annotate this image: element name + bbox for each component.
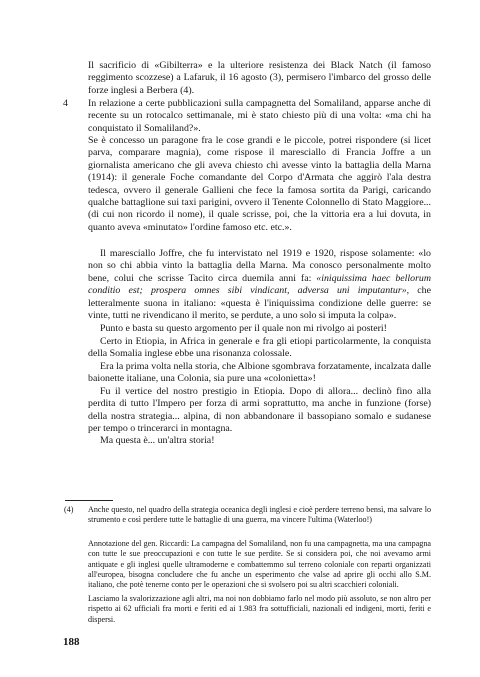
tacitus-quote: «iniquissima haec bellorum conditio est; prospera omnes sibi vindicant, adversa uni imputantur» (88, 272, 431, 297)
paragraph-gibilterra (88, 60, 431, 97)
paragraph-etiopia (88, 336, 431, 361)
paragraph-joffre-comparison (88, 135, 431, 234)
paragraph-text: Certo in Etiopia, in Africa in generale e fra gli etiopi particolarmente, la conquista della Somalia inglese ebbe una risonanza colossale. (88, 336, 431, 360)
footnote-text: Anche questo, nel quadro della strategia oceanica degli inglesi e cioè perdere terreno bensì, ma salvare lo strumento e così perdere tutte le battaglie di una guerra, ma vincere l'ultima (Waterloo!) (88, 505, 431, 525)
footnote-annotation (88, 539, 431, 590)
paragraph-text: Il maresciallo Joffre, che fu intervistato nel 1919 e 1920, rispose solamente: «lo non so chi abbia vinto la battaglia della Marna. Ma conosco personalmente molto bene, colui che scrisse Tacito circa duemila anni fa: (88, 248, 431, 284)
footnote-mark: (4) (64, 505, 74, 514)
paragraph-text: Se è concesso un paragone fra le cose grandi e le piccole, potrei rispondere (si licet parva, comparare magnia), come rispose il maresciallo di Francia Joffre a un giornalista americano che gli aveva chiesto chi avesse vinto la battaglia della Marna (1914): il generale Foche comandante del Corpo d'Armata che aggirò l'ala destra tedesca, ovvero il generale Gallieni che fece la famosa sortita da Parigi, caricando qualche battaglione sui taxi parigini, ovvero il Tenente Colonnello di Stato Maggiore... (di cui non ricordo il nome), il quale scrisse, poi, che la vittoria era a lui dovuta, in quanto aveva «minutato» l'ordine famoso etc. etc.». (88, 135, 431, 233)
footnote-text-strategy (88, 505, 431, 526)
paragraph-text: Il sacrificio di «Gibilterra» e la ulteriore resistenza dei Black Natch (il famoso reggimento scozzese) a Lafaruk, il 16 agosto (3), permisero l'imbarco del grosso delle forze inglesi a Berbera (4). (88, 60, 431, 96)
page-number: 188 (63, 636, 80, 648)
paragraph-text: Punto e basta su questo argomento per il quale non mi rivolgo ai posteri! (100, 323, 387, 334)
paragraph-text: In relazione a certe pubblicazioni sulla campagnetta del Somaliland, apparse anche di recente su un rotocalco settimanale, mi è stato chiesto più di una volta: «ma chi ha conquistato il Somaliland?». (88, 98, 431, 134)
footnote-text: Lasciamo la svalorizzazione agli altri, ma noi non dobbiamo farlo nel modo più assoluto, se non altro per rispetto ai 62 ufficiali fra morti e feriti ed ai 1.983 fra sottufficiali, nazionali ed indigeni, morti, feriti e dispersi. (88, 594, 431, 624)
paragraph-posteri (88, 323, 431, 335)
paragraph-text: Fu il vertice del nostro prestigio in Etiopia. Dopo di allora... declinò fino alla perdita di tutto l'Impero per forza di armi soprattutto, ma anche in funzione (forse) della nostra strategia... alpina, di non abbandonare il bassopiano somalo e sudanese per tempo o trincerarci in montagna. (88, 386, 431, 435)
paragraph-text: Era la prima volta nella storia, che Albione sgombrava forzatamente, incalzata dalle baionette italiane, una Colonia, sia pure una «colonietta»! (88, 361, 431, 385)
paragraph-text: , che letteralmente suona in italiano: «questa è l'iniquissima condizione delle guerre: se vinte, tutti ne rivendicano il merito, se perdute, a uno solo si imputa la colpa». (88, 285, 431, 322)
paragraph-vertice (88, 386, 431, 436)
footnote-svalorizzazione (88, 594, 431, 625)
paragraph-text: Ma questa è... un'altra storia! (100, 435, 215, 446)
footnote-text: Annotazione del gen. Riccardi: La campagna del Somaliland, non fu una campagnetta, ma una campagna con tutte le sue preoccupazioni e con tutte le sue perdite. Se si considera poi, che noi avevamo armi antiquate e gli inglesi quelle ultramoderne e combattemmo sul terreno coloniale con reparti organizzati all'europea, bisogna concludere che fu anche un esperimento che valse ad aprire gli occhi allo S.M. italiano, che potè tenerne conto per le operazioni che si svolsero poi su altri scacchieri coloniali. (88, 539, 431, 590)
paragraph-joffre-interview (88, 248, 431, 322)
section-marker: 4 (63, 98, 68, 109)
paragraph-somaliland-question (88, 98, 431, 135)
paragraph-albione (88, 361, 431, 386)
paragraph-altra-storia (88, 435, 431, 447)
footnote-divider (65, 500, 113, 501)
